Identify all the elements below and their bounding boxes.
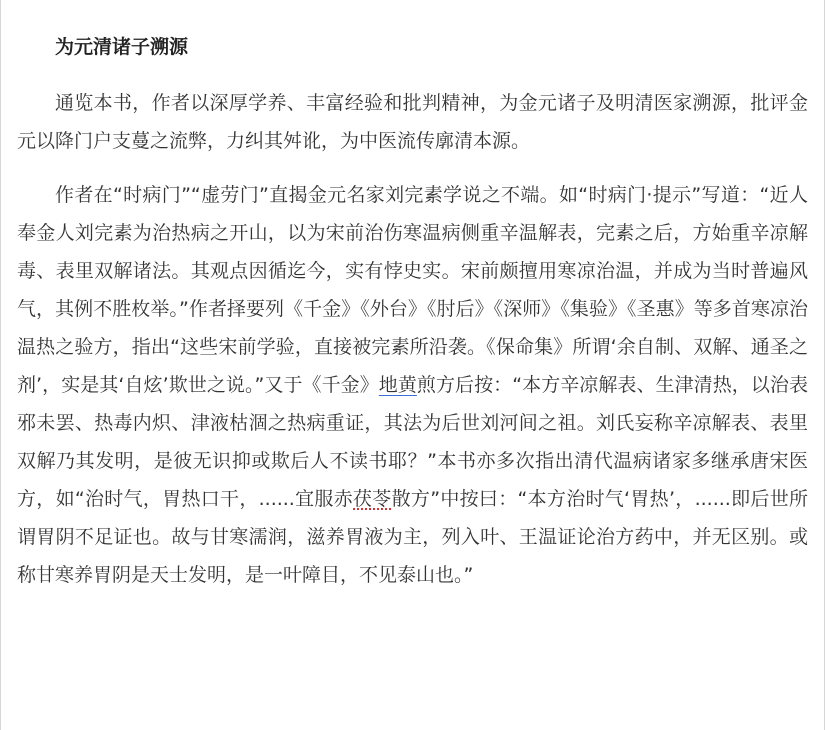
paragraph-2-part-2: 煎方后按：“本方辛凉解表、生津清热，以治表邪未罢、热毒内炽、津液枯涸之热病重证，其法为后世刘河间之祖。刘氏妄称辛凉解表、表里双解乃其发明，是彼无识抑或欺后人不读书耶？”本书亦多次指出清代温病诸家多继承唐宋医方，如“治时气，胃热口干，......宜服赤 [17, 374, 808, 510]
grammar-flag-word[interactable]: 地黄 [378, 374, 417, 396]
spelling-flag-word[interactable]: 茯苓 [353, 488, 392, 510]
paragraph-2 [17, 176, 808, 594]
section-heading: 为元清诸子溯源 [55, 36, 189, 58]
paragraph-1: 通览本书，作者以深厚学养、丰富经验和批判精神，为金元诸子及明清医家溯源，批评金元以降门户支蔓之流弊，力纠其舛讹，为中医流传廓清本源。 [17, 92, 808, 152]
paragraph-2-part-3: 散方”中按曰：“本方治时气‘胃热’，......即后世所谓胃阴不足证也。故与甘寒濡润，滋养胃液为主，列入叶、王温证论治方药中，并无区别。或称甘寒养胃阴是天士发明，是一叶障目，不见泰山也。” [17, 488, 808, 586]
paragraph-2-part-1: 作者在“时病门”“虚劳门”直揭金元名家刘完素学说之不端。如“时病门·提示”写道：“近人奉金人刘完素为治热病之开山，以为宋前治伤寒温病侧重辛温解表，完素之后，方始重辛凉解毒、表里双解诸法。其观点因循迄今，实有悖史实。宋前颇擅用寒凉治温，并成为当时普遍风气，其例不胜枚举。”作者择要列《千金》《外台》《肘后》《深师》《集验》《圣惠》等多首寒凉治温热之验方，指出“这些宋前学验，直接被完素所沿袭。《保命集》所谓‘余自制、双解、通圣之剂’，实是其‘自炫’欺世之说。”又于《千金》 [17, 184, 808, 396]
